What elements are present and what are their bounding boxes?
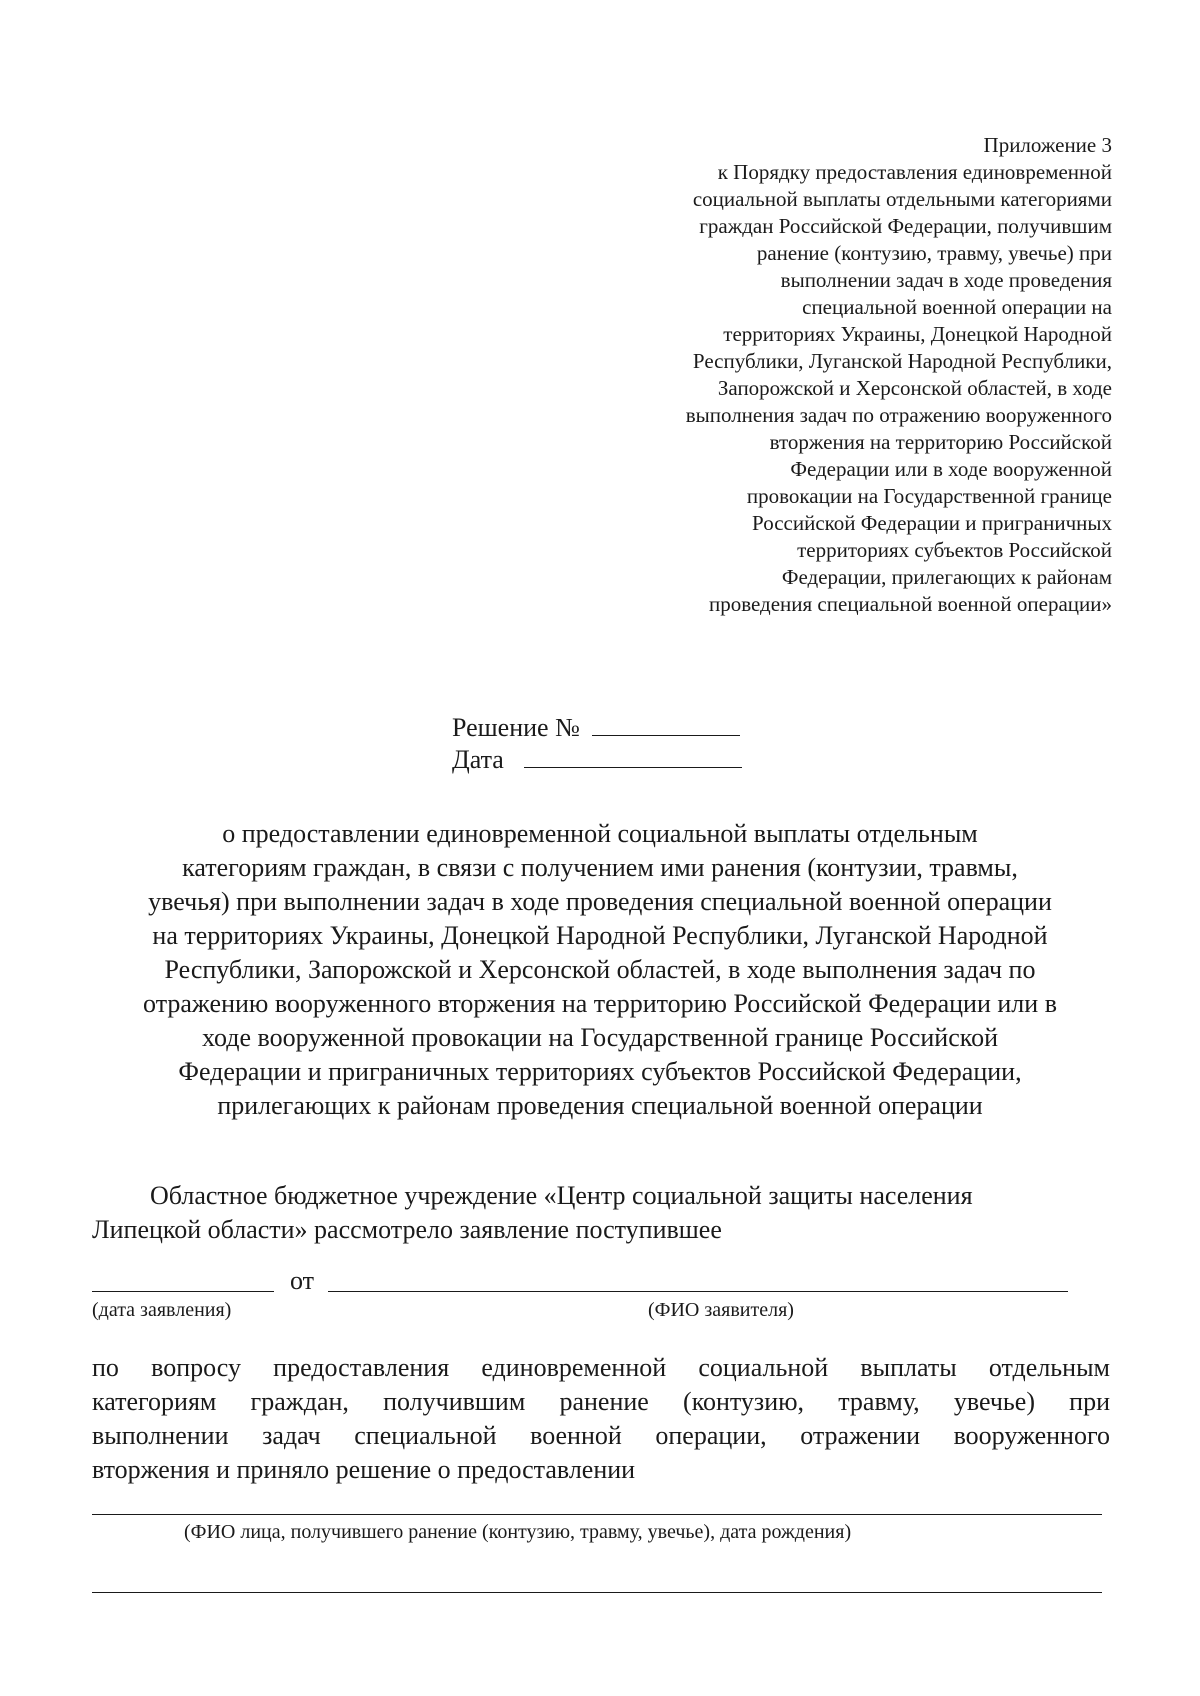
appendix-line: Российской Федерации и приграничных [752,511,1112,535]
applicant-name-caption: (ФИО заявителя) [648,1299,794,1321]
application-date-field[interactable] [92,1291,274,1292]
appendix-line: специальной военной операции на [802,295,1112,319]
appendix-line: выполнении задач в ходе проведения [780,268,1112,292]
appendix-line: вторжения на территорию Российской [769,430,1112,454]
subject-line: о предоставлении единовременной социальной выплаты отдельным [222,819,978,848]
question-line: выполнении задач специальной военной операции, отражении вооруженного [92,1421,1110,1450]
question-line: вторжения и приняло решение о предоставлении [92,1455,636,1484]
injured-person-field[interactable] [92,1514,1102,1515]
question-line: категориям граждан, получившим ранение (контузию, травму, увечье) при [92,1387,1110,1416]
appendix-line: Запорожской и Херсонской областей, в ходе [717,376,1112,400]
application-date-caption: (дата заявления) [92,1299,232,1321]
appendix-line: граждан Российской Федерации, получившим [699,214,1112,238]
subject-line: на территориях Украины, Донецкой Народной Республики, Луганской Народной [152,921,1048,950]
injured-person-caption: (ФИО лица, получившего ранение (контузию, травму, увечье), дата рождения) [184,1521,852,1543]
appendix-line: Республики, Луганской Народной Республики, [692,349,1112,373]
additional-blank-line[interactable] [92,1592,1102,1593]
appendix-line: провокации на Государственной границе [746,484,1112,508]
subject-line: Республики, Запорожской и Херсонской областей, в ходе выполнения задач по [164,955,1036,984]
decision-date-field[interactable] [524,747,742,768]
appendix-line: проведения специальной военной операции» [708,592,1112,616]
subject-line: отражению вооруженного вторжения на территорию Российской Федерации или в [143,989,1057,1018]
applicant-name-field[interactable] [328,1291,1068,1292]
subject-line: увечья) при выполнении задач в ходе проведения специальной военной операции [148,887,1052,916]
subject-line: категориям граждан, в связи с получением ими ранения (контузии, травмы, [182,853,1018,882]
appendix-line: выполнения задач по отражению вооруженного [685,403,1112,427]
appendix-line: к Порядку предоставления единовременной [717,160,1112,184]
intro-line-2: Липецкой области» рассмотрело заявление поступившее [92,1215,722,1244]
appendix-line: Федерации, прилегающих к районам [781,565,1112,589]
decision-number-row [452,712,740,744]
decision-date-label: Дата [452,745,504,774]
decision-number-label: Решение № [452,713,580,742]
decision-number-field[interactable] [592,715,740,736]
appendix-line: территориях Украины, Донецкой Народной [723,322,1112,346]
subject-line: Федерации и приграничных территориях субъектов Российской Федерации, [178,1057,1022,1086]
appendix-line: ранение (контузию, травму, увечье) при [756,241,1112,265]
question-line: по вопросу предоставления единовременной социальной выплаты отдельным [92,1353,1110,1382]
subject-line: прилегающих к районам проведения специальной военной операции [217,1091,983,1120]
from-label: от [290,1266,315,1295]
appendix-line: социальной выплаты отдельными категориями [692,187,1112,211]
decision-date-row [452,744,742,776]
appendix-line: территориях субъектов Российской [797,538,1112,562]
appendix-line: Федерации или в ходе вооруженной [790,457,1112,481]
intro-line-1: Областное бюджетное учреждение «Центр социальной защиты населения [150,1181,973,1210]
subject-line: ходе вооруженной провокации на Государственной границе Российской [202,1023,998,1052]
appendix-title: Приложение 3 [983,133,1112,157]
